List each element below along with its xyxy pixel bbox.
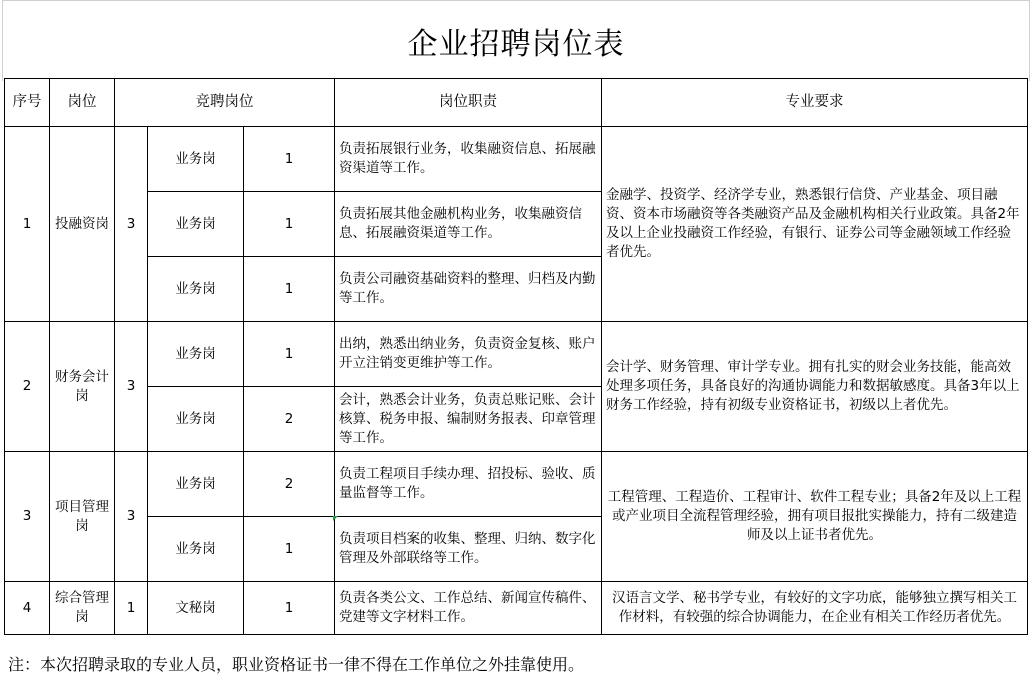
count-cell: 1 [115, 582, 148, 635]
duty-cell: 会计，熟悉会计业务，负责总账记账、会计核算、税务申报、编制财务报表、印章管理等工作。 [335, 387, 602, 452]
role-cell: 业务岗 [148, 517, 244, 582]
num-cell: 2 [244, 452, 335, 517]
seq-cell: 4 [5, 582, 50, 635]
num-cell: 2 [244, 387, 335, 452]
duty-cell: 出纳，熟悉出纳业务，负责资金复核、账户开立注销变更维护等工作。 [335, 322, 602, 387]
duty-cell: 负责各类公文、工作总结、新闻宣传稿件、党建等文字材料工作。 [335, 582, 602, 635]
table-row [5, 127, 1028, 192]
num-cell: 1 [244, 322, 335, 387]
num-cell: 1 [244, 517, 335, 582]
role-cell: 业务岗 [148, 387, 244, 452]
post-cell: 投融资岗 [50, 127, 115, 322]
duty-cell: 负责项目档案的收集、整理、归纳、数字化管理及外部联络等工作。 [335, 517, 602, 582]
count-cell: 3 [115, 127, 148, 322]
num-cell: 1 [244, 257, 335, 322]
role-cell: 业务岗 [148, 322, 244, 387]
cell-comment-marker [333, 516, 338, 521]
num-cell: 1 [244, 127, 335, 192]
table-title: 企业招聘岗位表 [2, 0, 1030, 81]
role-cell: 业务岗 [148, 257, 244, 322]
duty-cell: 负责公司融资基础资料的整理、归档及内勤等工作。 [335, 257, 602, 322]
count-cell: 3 [115, 452, 148, 582]
num-cell: 1 [244, 582, 335, 635]
duty-cell: 负责拓展银行业务，收集融资信息、拓展融资渠道等工作。 [335, 127, 602, 192]
header-req: 专业要求 [602, 79, 1028, 127]
header-compete: 竞聘岗位 [115, 79, 335, 127]
post-cell: 综合管理岗 [50, 582, 115, 635]
duty-cell: 负责拓展其他金融机构业务，收集融资信息、拓展融资渠道等工作。 [335, 192, 602, 257]
seq-cell: 2 [5, 322, 50, 452]
count-cell: 3 [115, 322, 148, 452]
header-duty: 岗位职责 [335, 79, 602, 127]
role-cell: 业务岗 [148, 452, 244, 517]
seq-cell: 1 [5, 127, 50, 322]
req-cell: 会计学、财务管理、审计学专业。拥有扎实的财会业务技能，能高效处理多项任务，具备良好的沟通协调能力和数据敏感度。具备3年以上财务工作经验，持有初级专业资格证书，初级以上者优先。 [602, 322, 1028, 452]
role-cell: 业务岗 [148, 127, 244, 192]
recruitment-table [4, 78, 1028, 635]
req-cell: 工程管理、工程造价、工程审计、软件工程专业；具备2年及以上工程或产业项目全流程管理经验，拥有项目报批实操能力，持有二级建造师及以上证书者优先。 [602, 452, 1028, 582]
header-post: 岗位 [50, 79, 115, 127]
header-row [5, 79, 1028, 127]
seq-cell: 3 [5, 452, 50, 582]
role-cell: 业务岗 [148, 192, 244, 257]
table-row [5, 452, 1028, 517]
footnote: 注：本次招聘录取的专业人员，职业资格证书一律不得在工作单位之外挂靠使用。 [4, 634, 1028, 692]
post-cell: 项目管理岗 [50, 452, 115, 582]
header-seq: 序号 [5, 79, 50, 127]
req-cell: 金融学、投资学、经济学专业，熟悉银行信贷、产业基金、项目融资、资本市场融资等各类融资产品及金融机构相关行业政策。具备2年及以上企业投融资工作经验，有银行、证券公司等金融领域工作经验者优先。 [602, 127, 1028, 322]
table-row [5, 582, 1028, 635]
post-cell: 财务会计岗 [50, 322, 115, 452]
duty-cell: 负责工程项目手续办理、招投标、验收、质量监督等工作。 [335, 452, 602, 517]
role-cell: 文秘岗 [148, 582, 244, 635]
num-cell: 1 [244, 192, 335, 257]
req-cell: 汉语言文学、秘书学专业，有较好的文字功底，能够独立撰写相关工作材料，有较强的综合协调能力，在企业有相关工作经历者优先。 [602, 582, 1028, 635]
table-row [5, 322, 1028, 387]
